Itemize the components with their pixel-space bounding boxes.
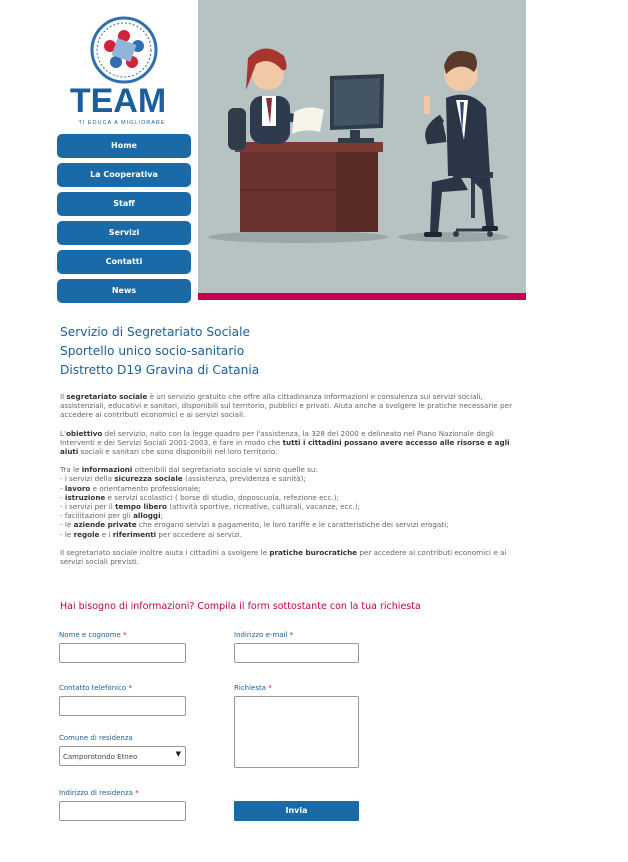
email-label: Indirizzo e-mail * — [234, 631, 294, 639]
city-select[interactable] — [59, 746, 186, 766]
name-label: Nome e cognome * — [59, 631, 127, 639]
svg-text:TEAM: TEAM — [69, 82, 167, 120]
address-input[interactable] — [59, 801, 186, 821]
form-title: Hai bisogno di informazioni? Compila il form sottostante con la tua richiesta — [60, 601, 421, 612]
heading-sportello: Sportello unico socio-sanitario — [60, 344, 245, 358]
main-nav — [57, 134, 191, 308]
submit-button[interactable]: Invia — [234, 801, 359, 821]
phone-label: Contatto telefonico * — [59, 684, 132, 692]
nav-contatti[interactable]: Contatti — [57, 250, 191, 274]
page-headings — [60, 323, 259, 380]
nav-staff[interactable]: Staff — [57, 192, 191, 216]
team-logo[interactable] — [66, 8, 184, 128]
message-label: Richiesta * — [234, 684, 272, 692]
paragraph-bureaucracy: Il segretariato sociale inoltre aiuta i cittadini a svolgere le pratiche burocratiche per accedere ai contributi economici e ai servizi sociali previsti. — [60, 547, 507, 567]
service-description — [60, 392, 520, 575]
nav-home[interactable]: Home — [57, 134, 191, 158]
phone-input[interactable] — [59, 696, 186, 716]
chevron-down-icon: ▼ — [175, 750, 181, 758]
heading-distretto: Distretto D19 Gravina di Catania — [60, 363, 260, 377]
city-select-value: Camporotondo Etneo — [63, 753, 138, 761]
team-logo-graphic — [66, 8, 184, 128]
paragraph-objective: L'obiettivo del servizio, nato con la legge quadro per l'assistenza, la 328 del 2000 e delineato nel Piano Nazionale degli Interventi e dei Servizi Sociali 2001-2003, è fare in modo che tutti i cittadini possano avere accesso alle risorse e agli aiuti sociali e sanitari che sono disponibili nel loro territorio. — [60, 428, 510, 457]
heading-servizio: Servizio di Segretariato Sociale — [60, 325, 251, 339]
address-label: Indirizzo di residenza * — [59, 789, 139, 797]
nav-la-cooperativa[interactable]: La Cooperativa — [57, 163, 191, 187]
hero-illustration — [198, 0, 526, 300]
email-input[interactable] — [234, 643, 359, 663]
message-textarea[interactable] — [234, 696, 359, 768]
nav-servizi[interactable]: Servizi — [57, 221, 191, 245]
svg-text:TI EDUCA A MIGLIORARE: TI EDUCA A MIGLIORARE — [78, 120, 166, 126]
city-label: Comune di residenza — [59, 734, 133, 742]
paragraph-intro: Il segretariato sociale è un servizio gratuito che offre alla cittadinanza informazioni e consulenza sui servizi sociali, assistenziali, educativi e sanitari, disponibili sul territorio, pubblici e privati. Aiuta anche a svolgere le pratiche necessarie per accedere ai contributi economici e ai servizi sociali. — [60, 392, 512, 420]
name-input[interactable] — [59, 643, 186, 663]
nav-news[interactable]: News — [57, 279, 191, 303]
paragraph-information-list: Tra le informazioni ottenibili dal segretariato sociale vi sono quelle su: - i servizi della sicurezza sociale (assistenza, previdenza e sanità); - lavoro e orientamento professionale; - istruzione e servizi scolastici ( borse di studio, doposcuola, refezione ecc.); - i servizi per il tempo libero (attività sportive, ricreative, culturali, vacanze, ecc.); - facilitazioni per gli alloggi; - le aziende private che erogano servizi a pagamento, le loro tariffe e le caratteristiche dei servizi erogati; - le regole e i riferimenti per accedere ai servizi. — [60, 465, 449, 539]
